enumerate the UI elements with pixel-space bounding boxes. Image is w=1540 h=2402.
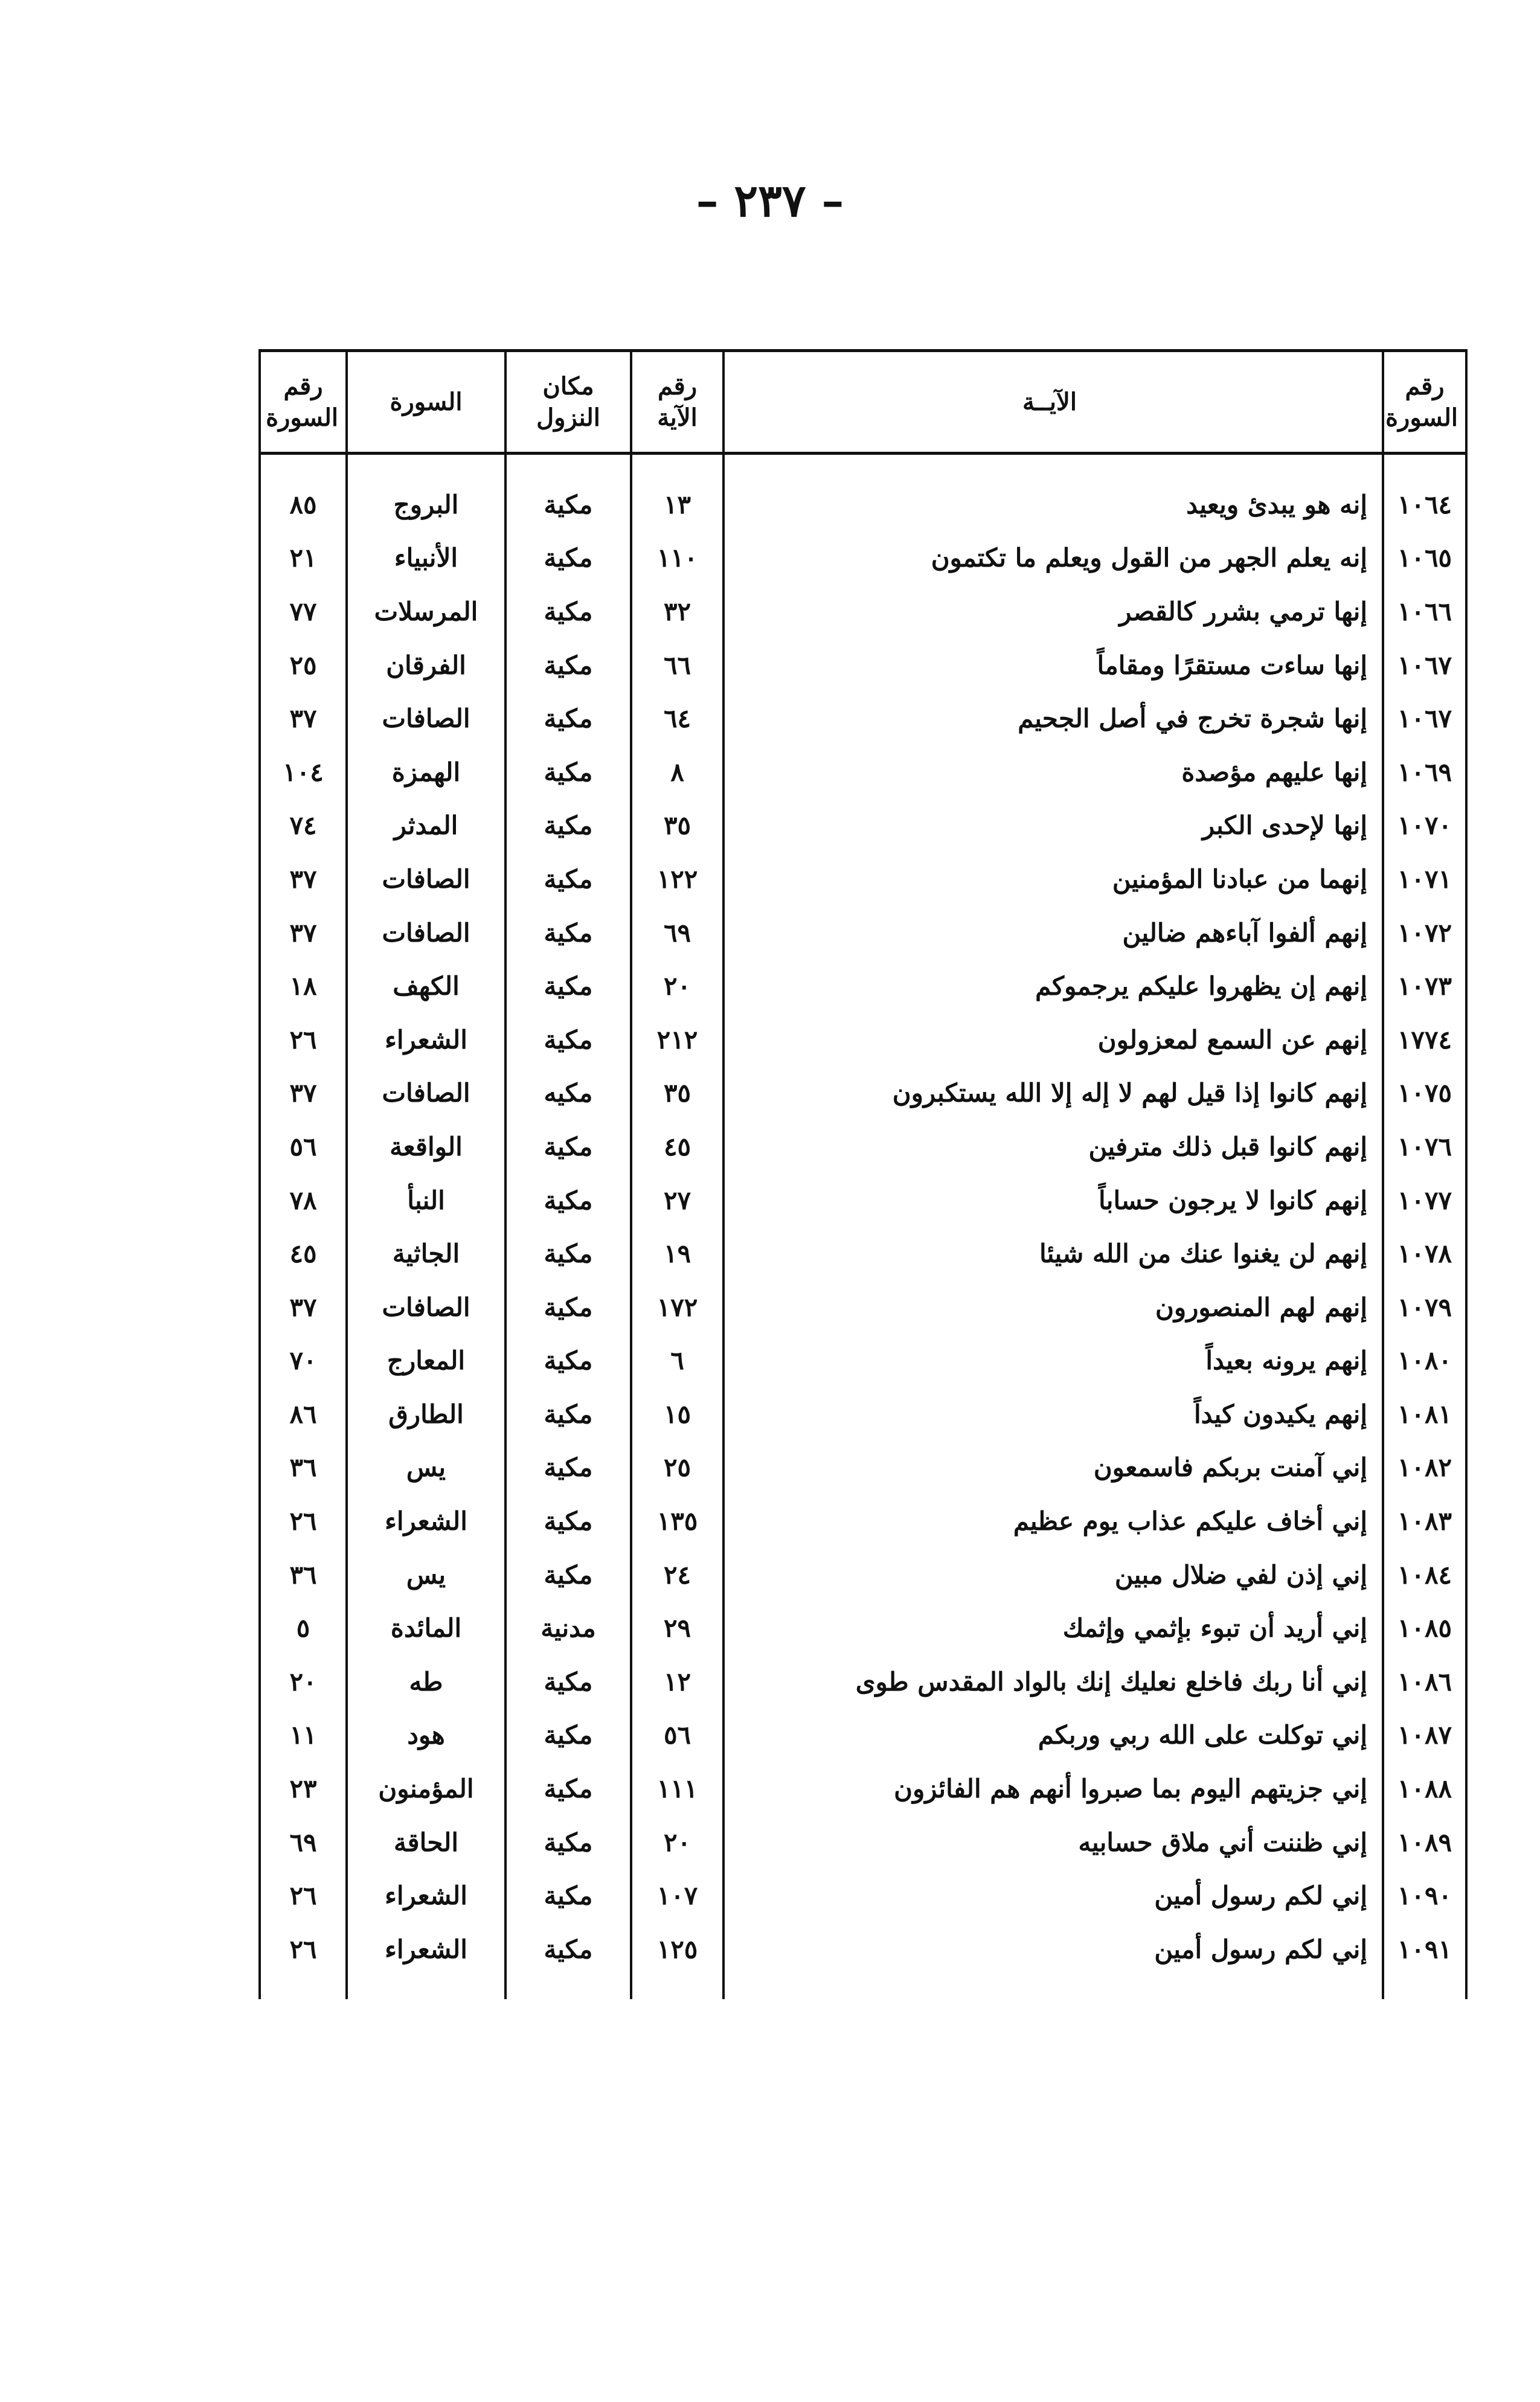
verse-text-cell: إني أخاف عليكم عذاب يوم عظيم bbox=[723, 1494, 1383, 1548]
surah-name-cell: الواقعة bbox=[347, 1120, 505, 1174]
entry-number-cell: ١٠٦٧ bbox=[1383, 638, 1466, 692]
revelation-place-cell: مكية bbox=[505, 692, 631, 745]
surah-name-cell: الشعراء bbox=[347, 1869, 505, 1922]
revelation-place-cell: مكية bbox=[505, 531, 631, 585]
table-row bbox=[260, 1280, 1466, 1334]
surah-number-cell: ٧٧ bbox=[260, 585, 347, 638]
verse-text-cell: إنهما من عبادنا المؤمنين bbox=[723, 852, 1383, 906]
surah-number-cell: ١١ bbox=[260, 1709, 347, 1762]
entry-number-cell: ١٠٧٠ bbox=[1383, 799, 1466, 853]
revelation-place-cell: مكية bbox=[505, 1869, 631, 1922]
verse-number-cell: ٥٦ bbox=[631, 1709, 723, 1762]
surah-name-cell: الصافات bbox=[347, 1067, 505, 1120]
revelation-place-cell: مكية bbox=[505, 585, 631, 638]
table-row bbox=[260, 959, 1466, 1013]
entry-number-cell: ١٠٦٦ bbox=[1383, 585, 1466, 638]
table-row bbox=[260, 745, 1466, 799]
surah-name-cell: الصافات bbox=[347, 692, 505, 745]
surah-name-cell: الشعراء bbox=[347, 1922, 505, 1999]
revelation-place-cell: مكية bbox=[505, 1709, 631, 1762]
verse-text-cell: إنهم يرونه بعيداً bbox=[723, 1334, 1383, 1388]
header-entry-number: رقم السورة bbox=[1383, 351, 1466, 454]
verse-text-cell: إني لكم رسول أمين bbox=[723, 1922, 1383, 1999]
entry-number-cell: ١٠٦٧ bbox=[1383, 692, 1466, 745]
verse-number-cell: ١٥ bbox=[631, 1387, 723, 1441]
revelation-place-cell: مكية bbox=[505, 745, 631, 799]
surah-name-cell: الكهف bbox=[347, 959, 505, 1013]
entry-number-cell: ١٠٩٠ bbox=[1383, 1869, 1466, 1922]
table-row bbox=[260, 1762, 1466, 1816]
surah-number-cell: ٢٦ bbox=[260, 1494, 347, 1548]
surah-number-cell: ٥ bbox=[260, 1601, 347, 1655]
surah-number-cell: ٣٧ bbox=[260, 1067, 347, 1120]
revelation-place-cell: مكية bbox=[505, 959, 631, 1013]
verse-text-cell: إنهم كانوا قبل ذلك مترفين bbox=[723, 1120, 1383, 1174]
surah-name-cell: الحاقة bbox=[347, 1816, 505, 1869]
surah-number-cell: ٢٦ bbox=[260, 1869, 347, 1922]
surah-number-cell: ٥٦ bbox=[260, 1120, 347, 1174]
verse-text-cell: إنهم إن يظهروا عليكم يرجموكم bbox=[723, 959, 1383, 1013]
verse-text-cell: إنها عليهم مؤصدة bbox=[723, 745, 1383, 799]
verse-number-cell: ١٢ bbox=[631, 1655, 723, 1709]
entry-number-cell: ١٠٨٨ bbox=[1383, 1762, 1466, 1816]
verse-text-cell: إني لكم رسول أمين bbox=[723, 1869, 1383, 1922]
revelation-place-cell: مكية bbox=[505, 1334, 631, 1388]
surah-name-cell: الأنبياء bbox=[347, 531, 505, 585]
verse-number-cell: ١٢٥ bbox=[631, 1922, 723, 1999]
table-row bbox=[260, 1067, 1466, 1120]
surah-name-cell: الطارق bbox=[347, 1387, 505, 1441]
verse-number-cell: ٢٧ bbox=[631, 1174, 723, 1227]
verse-text-cell: إني إذن لفي ضلال مبين bbox=[723, 1548, 1383, 1602]
entry-number-cell: ١٠٧٧ bbox=[1383, 1174, 1466, 1227]
header-revelation-place: مكان النزول bbox=[505, 351, 631, 454]
header-surah: السورة bbox=[347, 351, 505, 454]
verse-number-cell: ١١١ bbox=[631, 1762, 723, 1816]
entry-number-cell: ١٠٨٧ bbox=[1383, 1709, 1466, 1762]
entry-number-cell: ١٠٨٤ bbox=[1383, 1548, 1466, 1602]
surah-number-cell: ٨٦ bbox=[260, 1387, 347, 1441]
verse-number-cell: ١٢٢ bbox=[631, 852, 723, 906]
table-row bbox=[260, 1816, 1466, 1869]
revelation-place-cell: مكية bbox=[505, 1280, 631, 1334]
verse-number-cell: ٦ bbox=[631, 1334, 723, 1388]
verse-number-cell: ١٩ bbox=[631, 1227, 723, 1280]
revelation-place-cell: مكية bbox=[505, 906, 631, 960]
table-row bbox=[260, 1013, 1466, 1067]
table-row bbox=[260, 906, 1466, 960]
revelation-place-cell: مكية bbox=[505, 1494, 631, 1548]
verse-text-cell: إني آمنت بربكم فاسمعون bbox=[723, 1441, 1383, 1495]
surah-number-cell: ٢٠ bbox=[260, 1655, 347, 1709]
entry-number-cell: ١٧٧٤ bbox=[1383, 1013, 1466, 1067]
table-row bbox=[260, 1655, 1466, 1709]
verse-number-cell: ٦٩ bbox=[631, 906, 723, 960]
surah-number-cell: ٣٧ bbox=[260, 852, 347, 906]
verse-text-cell: إني توكلت على الله ربي وربكم bbox=[723, 1709, 1383, 1762]
revelation-place-cell: مكية bbox=[505, 799, 631, 853]
surah-number-cell: ٢٥ bbox=[260, 638, 347, 692]
surah-name-cell: المائدة bbox=[347, 1601, 505, 1655]
table-row bbox=[260, 1120, 1466, 1174]
verse-text-cell: إني أنا ربك فاخلع نعليك إنك بالواد المقدس طوى bbox=[723, 1655, 1383, 1709]
verse-number-cell: ٦٦ bbox=[631, 638, 723, 692]
surah-number-cell: ٧٨ bbox=[260, 1174, 347, 1227]
revelation-place-cell: مكية bbox=[505, 1655, 631, 1709]
surah-name-cell: هود bbox=[347, 1709, 505, 1762]
surah-number-cell: ١٨ bbox=[260, 959, 347, 1013]
surah-name-cell: الفرقان bbox=[347, 638, 505, 692]
table-row bbox=[260, 692, 1466, 745]
revelation-place-cell: مكيه bbox=[505, 1067, 631, 1120]
verse-text-cell: إنهم لن يغنوا عنك من الله شيئا bbox=[723, 1227, 1383, 1280]
verse-text-cell: إنهم كانوا لا يرجون حساباً bbox=[723, 1174, 1383, 1227]
surah-name-cell: المعارج bbox=[347, 1334, 505, 1388]
table-row bbox=[260, 1494, 1466, 1548]
surah-number-cell: ٢٣ bbox=[260, 1762, 347, 1816]
surah-name-cell: الصافات bbox=[347, 1280, 505, 1334]
verse-text-cell: إنها شجرة تخرج في أصل الجحيم bbox=[723, 692, 1383, 745]
surah-number-cell: ٢٦ bbox=[260, 1013, 347, 1067]
table-row bbox=[260, 1387, 1466, 1441]
entry-number-cell: ١٠٨٦ bbox=[1383, 1655, 1466, 1709]
surah-number-cell: ٨٥ bbox=[260, 454, 347, 531]
surah-name-cell: المدثر bbox=[347, 799, 505, 853]
revelation-place-cell: مكية bbox=[505, 1227, 631, 1280]
verse-number-cell: ١١٠ bbox=[631, 531, 723, 585]
table-row bbox=[260, 1922, 1466, 1999]
verse-text-cell: إنه هو يبدئ ويعيد bbox=[723, 454, 1383, 531]
verse-text-cell: إنها ترمي بشرر كالقصر bbox=[723, 585, 1383, 638]
entry-number-cell: ١٠٧٦ bbox=[1383, 1120, 1466, 1174]
entry-number-cell: ١٠٦٤ bbox=[1383, 454, 1466, 531]
table-row bbox=[260, 454, 1466, 531]
verse-number-cell: ٢٠ bbox=[631, 959, 723, 1013]
surah-name-cell: الشعراء bbox=[347, 1013, 505, 1067]
verse-text-cell: إني جزيتهم اليوم بما صبروا أنهم هم الفائزون bbox=[723, 1762, 1383, 1816]
surah-name-cell: البروج bbox=[347, 454, 505, 531]
entry-number-cell: ١٠٧٥ bbox=[1383, 1067, 1466, 1120]
surah-name-cell: يس bbox=[347, 1441, 505, 1495]
entry-number-cell: ١٠٧٩ bbox=[1383, 1280, 1466, 1334]
entry-number-cell: ١٠٦٩ bbox=[1383, 745, 1466, 799]
surah-name-cell: طه bbox=[347, 1655, 505, 1709]
verse-number-cell: ٢٤ bbox=[631, 1548, 723, 1602]
surah-number-cell: ٢٦ bbox=[260, 1922, 347, 1999]
entry-number-cell: ١٠٧٢ bbox=[1383, 906, 1466, 960]
surah-number-cell: ٧٠ bbox=[260, 1334, 347, 1388]
verse-text-cell: إنها ساءت مستقرًا ومقاماً bbox=[723, 638, 1383, 692]
revelation-place-cell: مكية bbox=[505, 1120, 631, 1174]
entry-number-cell: ١٠٨٠ bbox=[1383, 1334, 1466, 1388]
table-row bbox=[260, 1441, 1466, 1495]
entry-number-cell: ١٠٨٩ bbox=[1383, 1816, 1466, 1869]
verse-index-table bbox=[258, 349, 1468, 1999]
table-row bbox=[260, 1227, 1466, 1280]
verse-number-cell: ١٣٥ bbox=[631, 1494, 723, 1548]
revelation-place-cell: مكية bbox=[505, 1013, 631, 1067]
header-row bbox=[260, 351, 1466, 454]
revelation-place-cell: مكية bbox=[505, 1548, 631, 1602]
surah-number-cell: ١٠٤ bbox=[260, 745, 347, 799]
verse-text-cell: إنهم ألفوا آباءهم ضالين bbox=[723, 906, 1383, 960]
surah-name-cell: الجاثية bbox=[347, 1227, 505, 1280]
verse-number-cell: ٣٥ bbox=[631, 799, 723, 853]
verse-number-cell: ٣٥ bbox=[631, 1067, 723, 1120]
revelation-place-cell: مكية bbox=[505, 1816, 631, 1869]
surah-number-cell: ٣٧ bbox=[260, 1280, 347, 1334]
verse-number-cell: ٢٥ bbox=[631, 1441, 723, 1495]
revelation-place-cell: مكية bbox=[505, 1387, 631, 1441]
surah-name-cell: الصافات bbox=[347, 852, 505, 906]
surah-name-cell: المرسلات bbox=[347, 585, 505, 638]
surah-name-cell: المؤمنون bbox=[347, 1762, 505, 1816]
surah-number-cell: ٦٩ bbox=[260, 1816, 347, 1869]
revelation-place-cell: مكية bbox=[505, 638, 631, 692]
table-body bbox=[260, 454, 1466, 1999]
table-row bbox=[260, 1601, 1466, 1655]
verse-text-cell: إني ظننت أني ملاق حسابيه bbox=[723, 1816, 1383, 1869]
revelation-place-cell: مدنية bbox=[505, 1601, 631, 1655]
verse-text-cell: إنهم كانوا إذا قيل لهم لا إله إلا الله يستكبرون bbox=[723, 1067, 1383, 1120]
revelation-place-cell: مكية bbox=[505, 1922, 631, 1999]
table-row bbox=[260, 531, 1466, 585]
verse-number-cell: ٤٥ bbox=[631, 1120, 723, 1174]
verse-text-cell: إني أريد أن تبوء بإثمي وإثمك bbox=[723, 1601, 1383, 1655]
revelation-place-cell: مكية bbox=[505, 454, 631, 531]
entry-number-cell: ١٠٧٨ bbox=[1383, 1227, 1466, 1280]
header-verse-number: رقم الآية bbox=[631, 351, 723, 454]
surah-name-cell: الصافات bbox=[347, 906, 505, 960]
table-row bbox=[260, 1869, 1466, 1922]
surah-number-cell: ٣٦ bbox=[260, 1441, 347, 1495]
surah-name-cell: الهمزة bbox=[347, 745, 505, 799]
revelation-place-cell: مكية bbox=[505, 1174, 631, 1227]
verse-number-cell: ١٠٧ bbox=[631, 1869, 723, 1922]
surah-number-cell: ٢١ bbox=[260, 531, 347, 585]
surah-number-cell: ٧٤ bbox=[260, 799, 347, 853]
table-row bbox=[260, 799, 1466, 853]
verse-text-cell: إنها لإحدى الكبر bbox=[723, 799, 1383, 853]
entry-number-cell: ١٠٧٣ bbox=[1383, 959, 1466, 1013]
surah-number-cell: ٣٧ bbox=[260, 692, 347, 745]
table-row bbox=[260, 1709, 1466, 1762]
surah-number-cell: ٤٥ bbox=[260, 1227, 347, 1280]
verse-number-cell: ٨ bbox=[631, 745, 723, 799]
entry-number-cell: ١٠٨١ bbox=[1383, 1387, 1466, 1441]
verse-number-cell: ٢٠ bbox=[631, 1816, 723, 1869]
verse-text-cell: إنهم عن السمع لمعزولون bbox=[723, 1013, 1383, 1067]
surah-number-cell: ٣٧ bbox=[260, 906, 347, 960]
surah-name-cell: النبأ bbox=[347, 1174, 505, 1227]
entry-number-cell: ١٠٨٣ bbox=[1383, 1494, 1466, 1548]
table-header bbox=[260, 351, 1466, 454]
verse-text-cell: إنهم يكيدون كيداً bbox=[723, 1387, 1383, 1441]
table-row bbox=[260, 585, 1466, 638]
table-row bbox=[260, 1548, 1466, 1602]
table-row bbox=[260, 1334, 1466, 1388]
verse-number-cell: ٢٩ bbox=[631, 1601, 723, 1655]
entry-number-cell: ١٠٨٥ bbox=[1383, 1601, 1466, 1655]
verse-text-cell: إنه يعلم الجهر من القول ويعلم ما تكتمون bbox=[723, 531, 1383, 585]
surah-name-cell: يس bbox=[347, 1548, 505, 1602]
revelation-place-cell: مكية bbox=[505, 852, 631, 906]
header-surah-number: رقم السورة bbox=[260, 351, 347, 454]
table-row bbox=[260, 1174, 1466, 1227]
entry-number-cell: ١٠٨٢ bbox=[1383, 1441, 1466, 1495]
surah-name-cell: الشعراء bbox=[347, 1494, 505, 1548]
revelation-place-cell: مكية bbox=[505, 1762, 631, 1816]
verse-number-cell: ١٧٢ bbox=[631, 1280, 723, 1334]
entry-number-cell: ١٠٩١ bbox=[1383, 1922, 1466, 1999]
entry-number-cell: ١٠٦٥ bbox=[1383, 531, 1466, 585]
verse-text-cell: إنهم لهم المنصورون bbox=[723, 1280, 1383, 1334]
verse-number-cell: ١٣ bbox=[631, 454, 723, 531]
table-row bbox=[260, 638, 1466, 692]
surah-number-cell: ٣٦ bbox=[260, 1548, 347, 1602]
header-verse: الآيــة bbox=[723, 351, 1383, 454]
verse-number-cell: ٢١٢ bbox=[631, 1013, 723, 1067]
verse-number-cell: ٣٢ bbox=[631, 585, 723, 638]
verse-number-cell: ٦٤ bbox=[631, 692, 723, 745]
revelation-place-cell: مكية bbox=[505, 1441, 631, 1495]
entry-number-cell: ١٠٧١ bbox=[1383, 852, 1466, 906]
table-row bbox=[260, 852, 1466, 906]
page-number: – ٢٣٧ – bbox=[696, 175, 844, 227]
